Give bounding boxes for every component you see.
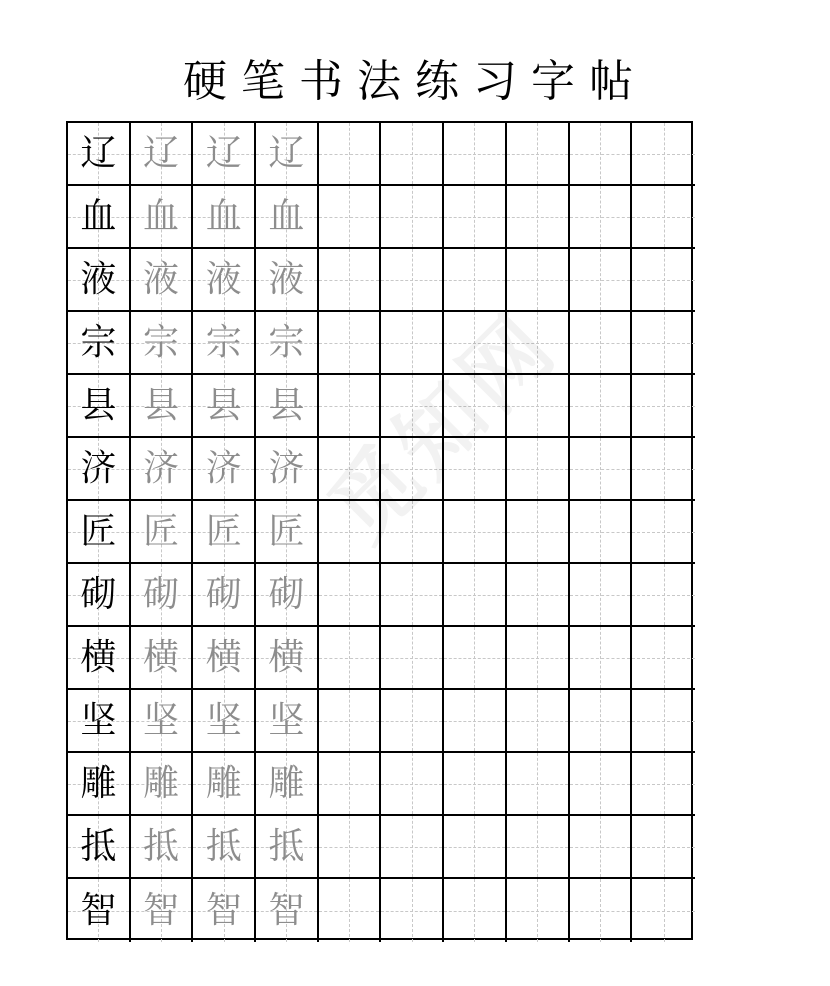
grid-cell[interactable] [632, 564, 695, 627]
guide-line-horizontal [381, 658, 442, 659]
grid-cell[interactable] [570, 123, 633, 186]
guide-line-horizontal [507, 911, 568, 912]
grid-cell[interactable] [444, 879, 507, 942]
grid-cell[interactable] [632, 123, 695, 186]
grid-cell[interactable] [319, 816, 382, 879]
grid-cell[interactable] [570, 627, 633, 690]
guide-line-horizontal [507, 658, 568, 659]
guide-line-horizontal [444, 406, 505, 407]
guide-line-horizontal [507, 154, 568, 155]
guide-line-horizontal [381, 721, 442, 722]
guide-line-horizontal [381, 532, 442, 533]
model-character: 匠 [80, 510, 117, 552]
grid-cell[interactable] [570, 753, 633, 816]
grid-cell[interactable] [632, 627, 695, 690]
trace-character: 济 [268, 447, 305, 489]
grid-cell[interactable] [632, 690, 695, 753]
grid-cell[interactable] [68, 753, 131, 816]
grid-cell[interactable] [68, 816, 131, 879]
guide-line-horizontal [319, 721, 380, 722]
grid-cell[interactable] [193, 816, 256, 879]
grid-cell[interactable] [381, 627, 444, 690]
grid-cell[interactable] [570, 375, 633, 438]
guide-line-horizontal [319, 532, 380, 533]
grid-cell[interactable] [381, 249, 444, 312]
guide-line-horizontal [507, 343, 568, 344]
model-character: 液 [80, 258, 117, 300]
guide-line-horizontal [632, 343, 695, 344]
guide-line-horizontal [319, 658, 380, 659]
grid-cell[interactable] [570, 690, 633, 753]
guide-line-horizontal [570, 280, 631, 281]
trace-character: 血 [268, 195, 305, 237]
trace-character: 匠 [143, 510, 180, 552]
grid-cell[interactable] [570, 312, 633, 375]
guide-line-horizontal [381, 217, 442, 218]
guide-line-horizontal [507, 217, 568, 218]
grid-cell[interactable] [570, 816, 633, 879]
grid-cell[interactable] [256, 564, 319, 627]
grid-cell[interactable] [444, 438, 507, 501]
guide-line-horizontal [381, 595, 442, 596]
grid-cell[interactable] [632, 879, 695, 942]
grid-cell[interactable] [507, 879, 570, 942]
trace-character: 砌 [205, 573, 242, 615]
grid-cell[interactable] [193, 312, 256, 375]
grid-cell[interactable] [507, 249, 570, 312]
guide-line-horizontal [381, 469, 442, 470]
grid-cell[interactable] [570, 186, 633, 249]
model-character: 砌 [80, 573, 117, 615]
guide-line-horizontal [319, 154, 380, 155]
guide-line-horizontal [319, 911, 380, 912]
grid-cell[interactable] [131, 879, 194, 942]
grid-cell[interactable] [256, 186, 319, 249]
guide-line-horizontal [444, 469, 505, 470]
grid-cell[interactable] [68, 564, 131, 627]
grid-cell[interactable] [319, 438, 382, 501]
grid-cell[interactable] [319, 564, 382, 627]
grid-cell[interactable] [131, 564, 194, 627]
grid-cell[interactable] [319, 249, 382, 312]
grid-cell[interactable] [632, 438, 695, 501]
grid-cell[interactable] [256, 312, 319, 375]
guide-line-horizontal [319, 847, 380, 848]
trace-character: 横 [205, 636, 242, 678]
grid-cell[interactable] [507, 816, 570, 879]
trace-character: 济 [205, 447, 242, 489]
grid-cell[interactable] [131, 249, 194, 312]
model-character: 抵 [80, 825, 117, 867]
grid-cell[interactable] [507, 312, 570, 375]
model-character: 县 [80, 384, 117, 426]
model-character: 坚 [80, 699, 117, 741]
guide-line-horizontal [570, 911, 631, 912]
trace-character: 济 [143, 447, 180, 489]
grid-cell[interactable] [193, 564, 256, 627]
grid-cell[interactable] [632, 816, 695, 879]
grid-cell[interactable] [632, 375, 695, 438]
grid-cell[interactable] [507, 123, 570, 186]
guide-line-horizontal [444, 658, 505, 659]
page-title: 硬笔书法练习字帖 [183, 56, 647, 107]
grid-cell[interactable] [381, 123, 444, 186]
grid-cell[interactable] [444, 186, 507, 249]
guide-line-horizontal [444, 154, 505, 155]
guide-line-horizontal [632, 532, 695, 533]
grid-cell[interactable] [507, 690, 570, 753]
guide-line-horizontal [632, 154, 695, 155]
grid-cell[interactable] [381, 375, 444, 438]
grid-cell[interactable] [68, 312, 131, 375]
guide-line-horizontal [319, 406, 380, 407]
guide-line-horizontal [570, 721, 631, 722]
guide-line-horizontal [570, 532, 631, 533]
guide-line-horizontal [570, 784, 631, 785]
grid-cell[interactable] [256, 879, 319, 942]
trace-character: 县 [143, 384, 180, 426]
guide-line-horizontal [381, 280, 442, 281]
guide-line-horizontal [570, 847, 631, 848]
guide-line-horizontal [381, 847, 442, 848]
grid-cell[interactable] [131, 438, 194, 501]
grid-cell[interactable] [193, 438, 256, 501]
guide-line-horizontal [507, 595, 568, 596]
grid-cell[interactable] [381, 312, 444, 375]
guide-line-horizontal [570, 469, 631, 470]
trace-character: 抵 [268, 825, 305, 867]
trace-character: 匠 [205, 510, 242, 552]
trace-character: 辽 [268, 132, 305, 174]
trace-character: 宗 [268, 321, 305, 363]
grid-cell[interactable] [444, 123, 507, 186]
grid-cell[interactable] [632, 312, 695, 375]
grid-cell[interactable] [193, 627, 256, 690]
grid-cell[interactable] [570, 501, 633, 564]
guide-line-horizontal [444, 532, 505, 533]
model-character: 智 [80, 889, 117, 931]
grid-cell[interactable] [256, 501, 319, 564]
grid-cell[interactable] [381, 753, 444, 816]
trace-character: 县 [268, 384, 305, 426]
grid-cell[interactable] [68, 501, 131, 564]
grid-cell[interactable] [444, 564, 507, 627]
guide-line-horizontal [507, 406, 568, 407]
trace-character: 智 [205, 889, 242, 931]
guide-line-horizontal [507, 469, 568, 470]
model-character: 济 [80, 447, 117, 489]
trace-character: 辽 [143, 132, 180, 174]
trace-character: 血 [205, 195, 242, 237]
grid-cell[interactable] [131, 312, 194, 375]
trace-character: 液 [143, 258, 180, 300]
grid-cell[interactable] [507, 438, 570, 501]
model-character: 横 [80, 636, 117, 678]
grid-cell[interactable] [319, 501, 382, 564]
guide-line-horizontal [444, 595, 505, 596]
grid-cell[interactable] [444, 753, 507, 816]
guide-line-horizontal [570, 217, 631, 218]
trace-character: 横 [268, 636, 305, 678]
guide-line-horizontal [632, 911, 695, 912]
trace-character: 血 [143, 195, 180, 237]
grid-cell[interactable] [381, 186, 444, 249]
grid-cell[interactable] [256, 753, 319, 816]
grid-cell[interactable] [68, 375, 131, 438]
trace-character: 匠 [268, 510, 305, 552]
guide-line-horizontal [507, 721, 568, 722]
guide-line-horizontal [507, 280, 568, 281]
grid-cell[interactable] [319, 879, 382, 942]
grid-cell[interactable] [444, 627, 507, 690]
trace-character: 坚 [205, 699, 242, 741]
trace-character: 液 [205, 258, 242, 300]
grid-cell[interactable] [131, 816, 194, 879]
grid-cell[interactable] [444, 690, 507, 753]
guide-line-horizontal [444, 280, 505, 281]
guide-line-horizontal [319, 784, 380, 785]
guide-line-horizontal [444, 784, 505, 785]
grid-cell[interactable] [68, 186, 131, 249]
grid-cell[interactable] [632, 249, 695, 312]
grid-cell[interactable] [632, 186, 695, 249]
grid-cell[interactable] [507, 753, 570, 816]
guide-line-horizontal [319, 595, 380, 596]
guide-line-horizontal [507, 784, 568, 785]
grid-cell[interactable] [319, 123, 382, 186]
guide-line-horizontal [381, 784, 442, 785]
trace-character: 雕 [268, 762, 305, 804]
grid-cell[interactable] [131, 753, 194, 816]
grid-cell[interactable] [319, 753, 382, 816]
grid-cell[interactable] [68, 249, 131, 312]
guide-line-horizontal [507, 532, 568, 533]
grid-cell[interactable] [570, 249, 633, 312]
grid-cell[interactable] [444, 375, 507, 438]
grid-cell[interactable] [319, 690, 382, 753]
grid-cell[interactable] [319, 627, 382, 690]
grid-cell[interactable] [507, 501, 570, 564]
guide-line-horizontal [381, 154, 442, 155]
grid-cell[interactable] [507, 375, 570, 438]
grid-cell[interactable] [256, 249, 319, 312]
guide-line-horizontal [632, 658, 695, 659]
grid-cell[interactable] [131, 375, 194, 438]
grid-cell[interactable] [256, 690, 319, 753]
trace-character: 雕 [205, 762, 242, 804]
grid-cell[interactable] [68, 438, 131, 501]
trace-character: 坚 [143, 699, 180, 741]
model-character: 辽 [80, 132, 117, 174]
guide-line-horizontal [444, 217, 505, 218]
guide-line-horizontal [444, 847, 505, 848]
grid-cell[interactable] [193, 690, 256, 753]
grid-cell[interactable] [68, 690, 131, 753]
grid-cell[interactable] [632, 753, 695, 816]
guide-line-horizontal [319, 343, 380, 344]
guide-line-horizontal [444, 721, 505, 722]
trace-character: 砌 [268, 573, 305, 615]
grid-cell[interactable] [381, 438, 444, 501]
grid-cell[interactable] [68, 627, 131, 690]
grid-cell[interactable] [131, 123, 194, 186]
trace-character: 雕 [143, 762, 180, 804]
trace-character: 横 [143, 636, 180, 678]
guide-line-horizontal [381, 343, 442, 344]
guide-line-horizontal [632, 469, 695, 470]
trace-character: 砌 [143, 573, 180, 615]
guide-line-horizontal [319, 469, 380, 470]
trace-character: 抵 [143, 825, 180, 867]
grid-cell[interactable] [193, 879, 256, 942]
grid-cell[interactable] [68, 123, 131, 186]
trace-character: 辽 [205, 132, 242, 174]
guide-line-horizontal [444, 343, 505, 344]
guide-line-horizontal [570, 343, 631, 344]
grid-cell[interactable] [444, 312, 507, 375]
grid-cell[interactable] [507, 627, 570, 690]
trace-character: 坚 [268, 699, 305, 741]
guide-line-horizontal [319, 217, 380, 218]
grid-cell[interactable] [507, 564, 570, 627]
guide-line-horizontal [570, 154, 631, 155]
grid-cell[interactable] [632, 501, 695, 564]
guide-line-horizontal [632, 406, 695, 407]
guide-line-horizontal [381, 911, 442, 912]
trace-character: 液 [268, 258, 305, 300]
grid-cell[interactable] [256, 438, 319, 501]
guide-line-horizontal [632, 721, 695, 722]
grid-cell[interactable] [193, 123, 256, 186]
grid-cell[interactable] [444, 249, 507, 312]
grid-cell[interactable] [193, 375, 256, 438]
practice-grid [66, 121, 693, 940]
guide-line-horizontal [632, 847, 695, 848]
grid-cell[interactable] [131, 627, 194, 690]
grid-cell[interactable] [256, 627, 319, 690]
guide-line-horizontal [632, 280, 695, 281]
grid-cell[interactable] [570, 438, 633, 501]
grid-cell[interactable] [193, 249, 256, 312]
model-character: 宗 [80, 321, 117, 363]
grid-cell[interactable] [381, 564, 444, 627]
grid-cell[interactable] [131, 186, 194, 249]
grid-cell[interactable] [381, 816, 444, 879]
trace-character: 智 [268, 889, 305, 931]
grid-cell[interactable] [507, 186, 570, 249]
practice-sheet [66, 121, 693, 940]
guide-line-horizontal [381, 406, 442, 407]
guide-line-horizontal [632, 595, 695, 596]
trace-character: 宗 [205, 321, 242, 363]
guide-line-horizontal [632, 784, 695, 785]
guide-line-horizontal [507, 847, 568, 848]
grid-cell[interactable] [131, 690, 194, 753]
trace-character: 抵 [205, 825, 242, 867]
grid-cell[interactable] [381, 501, 444, 564]
guide-line-horizontal [632, 217, 695, 218]
grid-cell[interactable] [319, 375, 382, 438]
grid-cell[interactable] [131, 501, 194, 564]
grid-cell[interactable] [193, 501, 256, 564]
grid-cell[interactable] [256, 375, 319, 438]
guide-line-horizontal [444, 911, 505, 912]
trace-character: 智 [143, 889, 180, 931]
grid-cell[interactable] [319, 186, 382, 249]
grid-cell[interactable] [381, 879, 444, 942]
model-character: 雕 [80, 762, 117, 804]
grid-cell[interactable] [444, 816, 507, 879]
guide-line-horizontal [570, 658, 631, 659]
grid-cell[interactable] [570, 564, 633, 627]
grid-cell[interactable] [193, 753, 256, 816]
trace-character: 县 [205, 384, 242, 426]
grid-cell[interactable] [256, 123, 319, 186]
grid-cell[interactable] [256, 816, 319, 879]
grid-cell[interactable] [444, 501, 507, 564]
guide-line-horizontal [570, 406, 631, 407]
grid-cell[interactable] [381, 690, 444, 753]
guide-line-horizontal [319, 280, 380, 281]
grid-cell[interactable] [193, 186, 256, 249]
grid-cell[interactable] [570, 879, 633, 942]
guide-line-horizontal [570, 595, 631, 596]
grid-cell[interactable] [319, 312, 382, 375]
model-character: 血 [80, 195, 117, 237]
grid-cell[interactable] [68, 879, 131, 942]
watermark: 觅知网 [310, 294, 577, 561]
trace-character: 宗 [143, 321, 180, 363]
